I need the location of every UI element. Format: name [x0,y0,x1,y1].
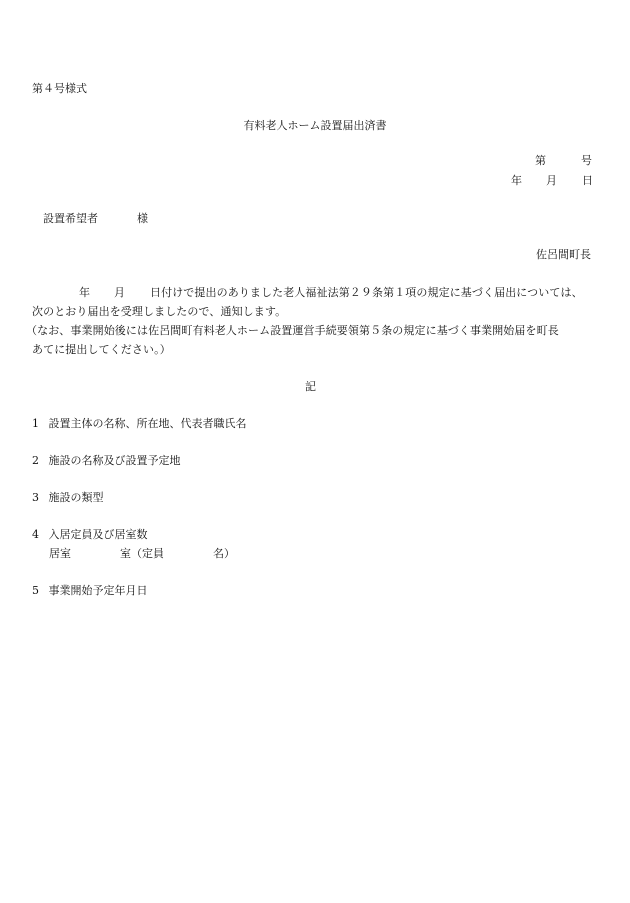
item-text: 事業開始予定年月日 [48,584,148,597]
document-number-suffix: 号 [581,154,592,167]
body-year: 年 [79,286,91,299]
body-line-1: 日付けで提出のありました老人福祉法第２９条第１項の規定に基づく届出については、 [150,286,583,299]
body-line-2: 次のとおり届出を受理しましたので、通知します。 [32,305,287,318]
item-number: 5 [32,584,39,597]
item-number: 4 [32,528,39,541]
addressee-honorific: 様 [137,212,148,225]
list-item [32,529,148,540]
date-day: 日 [582,174,593,187]
list-item [32,455,181,466]
document-title: 有料老人ホーム設置届出済書 [243,119,387,132]
rooms-unit: 室（定員 [120,547,164,560]
item-text: 施設の類型 [48,491,104,504]
list-item [32,492,104,503]
date-month: 月 [546,174,557,187]
body-month: 月 [114,286,126,299]
body-line-4: あてに提出してください。） [32,343,171,356]
item-number: 2 [32,454,39,467]
item-text: 設置主体の名称、所在地、代表者職氏名 [48,417,247,430]
item-text: 入居定員及び居室数 [48,528,148,541]
addressee-label: 設置希望者 [43,212,98,225]
list-item [32,585,148,596]
issuer-name: 佐呂間町長 [536,248,591,261]
item-number: 3 [32,491,39,504]
form-number: 第４号様式 [32,82,87,95]
body-line-3: （なお、事業開始後には佐呂間町有料老人ホーム設置運営手続要領第５条の規定に基づく事業開始届を町長 [26,324,559,337]
item-number: 1 [32,417,39,430]
document-number-prefix: 第 [535,154,546,167]
rooms-label: 居室 [49,547,71,560]
ki-heading: 記 [305,380,316,393]
list-item [32,418,247,429]
capacity-unit: 名） [213,547,235,560]
date-year: 年 [511,174,522,187]
item-text: 施設の名称及び設置予定地 [48,454,181,467]
